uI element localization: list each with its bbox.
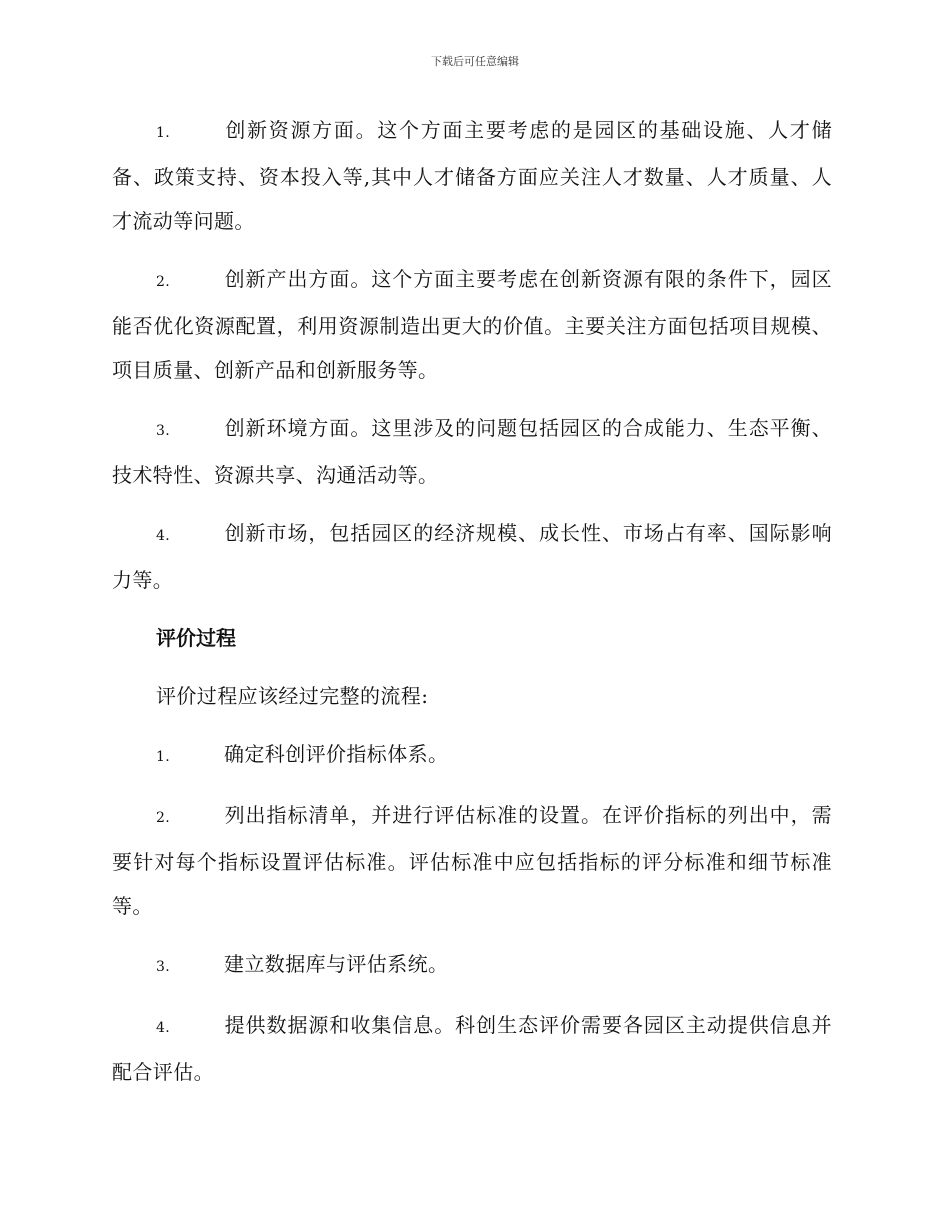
list-item-number: 4. — [156, 528, 171, 544]
document-body — [112, 108, 832, 1108]
list-item — [112, 942, 832, 989]
list-item — [112, 108, 832, 243]
list-item — [112, 1003, 832, 1094]
section-heading: 评价过程 — [156, 626, 236, 650]
list-item-text: 确定科创评价指标体系。 — [224, 742, 449, 766]
list-item-text: 创新环境方面。这里涉及的问题包括园区的合成能力、生态平衡、技术特性、资源共享、沟通活动等。 — [112, 416, 832, 487]
list-item-number: 1. — [156, 125, 171, 141]
list-item-number: 3. — [156, 959, 171, 975]
list-item-number: 3. — [156, 423, 171, 439]
list-item-number: 2. — [156, 274, 171, 290]
list-item — [112, 793, 832, 928]
list-item-text: 创新资源方面。这个方面主要考虑的是园区的基础设施、人才储备、政策支持、资本投入等,其中人才储备方面应关注人才数量、人才质量、人才流动等问题。 — [112, 118, 832, 233]
list-item-number: 4. — [156, 1020, 171, 1036]
list-item — [112, 406, 832, 497]
list-item-text: 建立数据库与评估系统。 — [224, 952, 449, 976]
list-item-number: 1. — [156, 749, 171, 765]
list-item-text: 创新市场，包括园区的经济规模、成长性、市场占有率、国际影响力等。 — [112, 521, 832, 592]
list-item — [112, 257, 832, 392]
list-item — [112, 511, 832, 602]
list-item-text: 提供数据源和收集信息。科创生态评价需要各园区主动提供信息并配合评估。 — [112, 1013, 832, 1084]
list-item-number: 2. — [156, 810, 171, 826]
list-item-text: 创新产出方面。这个方面主要考虑在创新资源有限的条件下，园区能否优化资源配置，利用资源制造出更大的价值。主要关注方面包括项目规模、项目质量、创新产品和创新服务等。 — [112, 267, 832, 382]
section-intro: 评价过程应该经过完整的流程: — [156, 684, 429, 708]
page-header: 下载后可任意编辑 — [431, 55, 519, 68]
list-item-text: 列出指标清单，并进行评估标准的设置。在评价指标的列出中，需要针对每个指标设置评估标准。评估标准中应包括指标的评分标准和细节标准等。 — [112, 803, 832, 918]
list-item — [112, 732, 832, 779]
